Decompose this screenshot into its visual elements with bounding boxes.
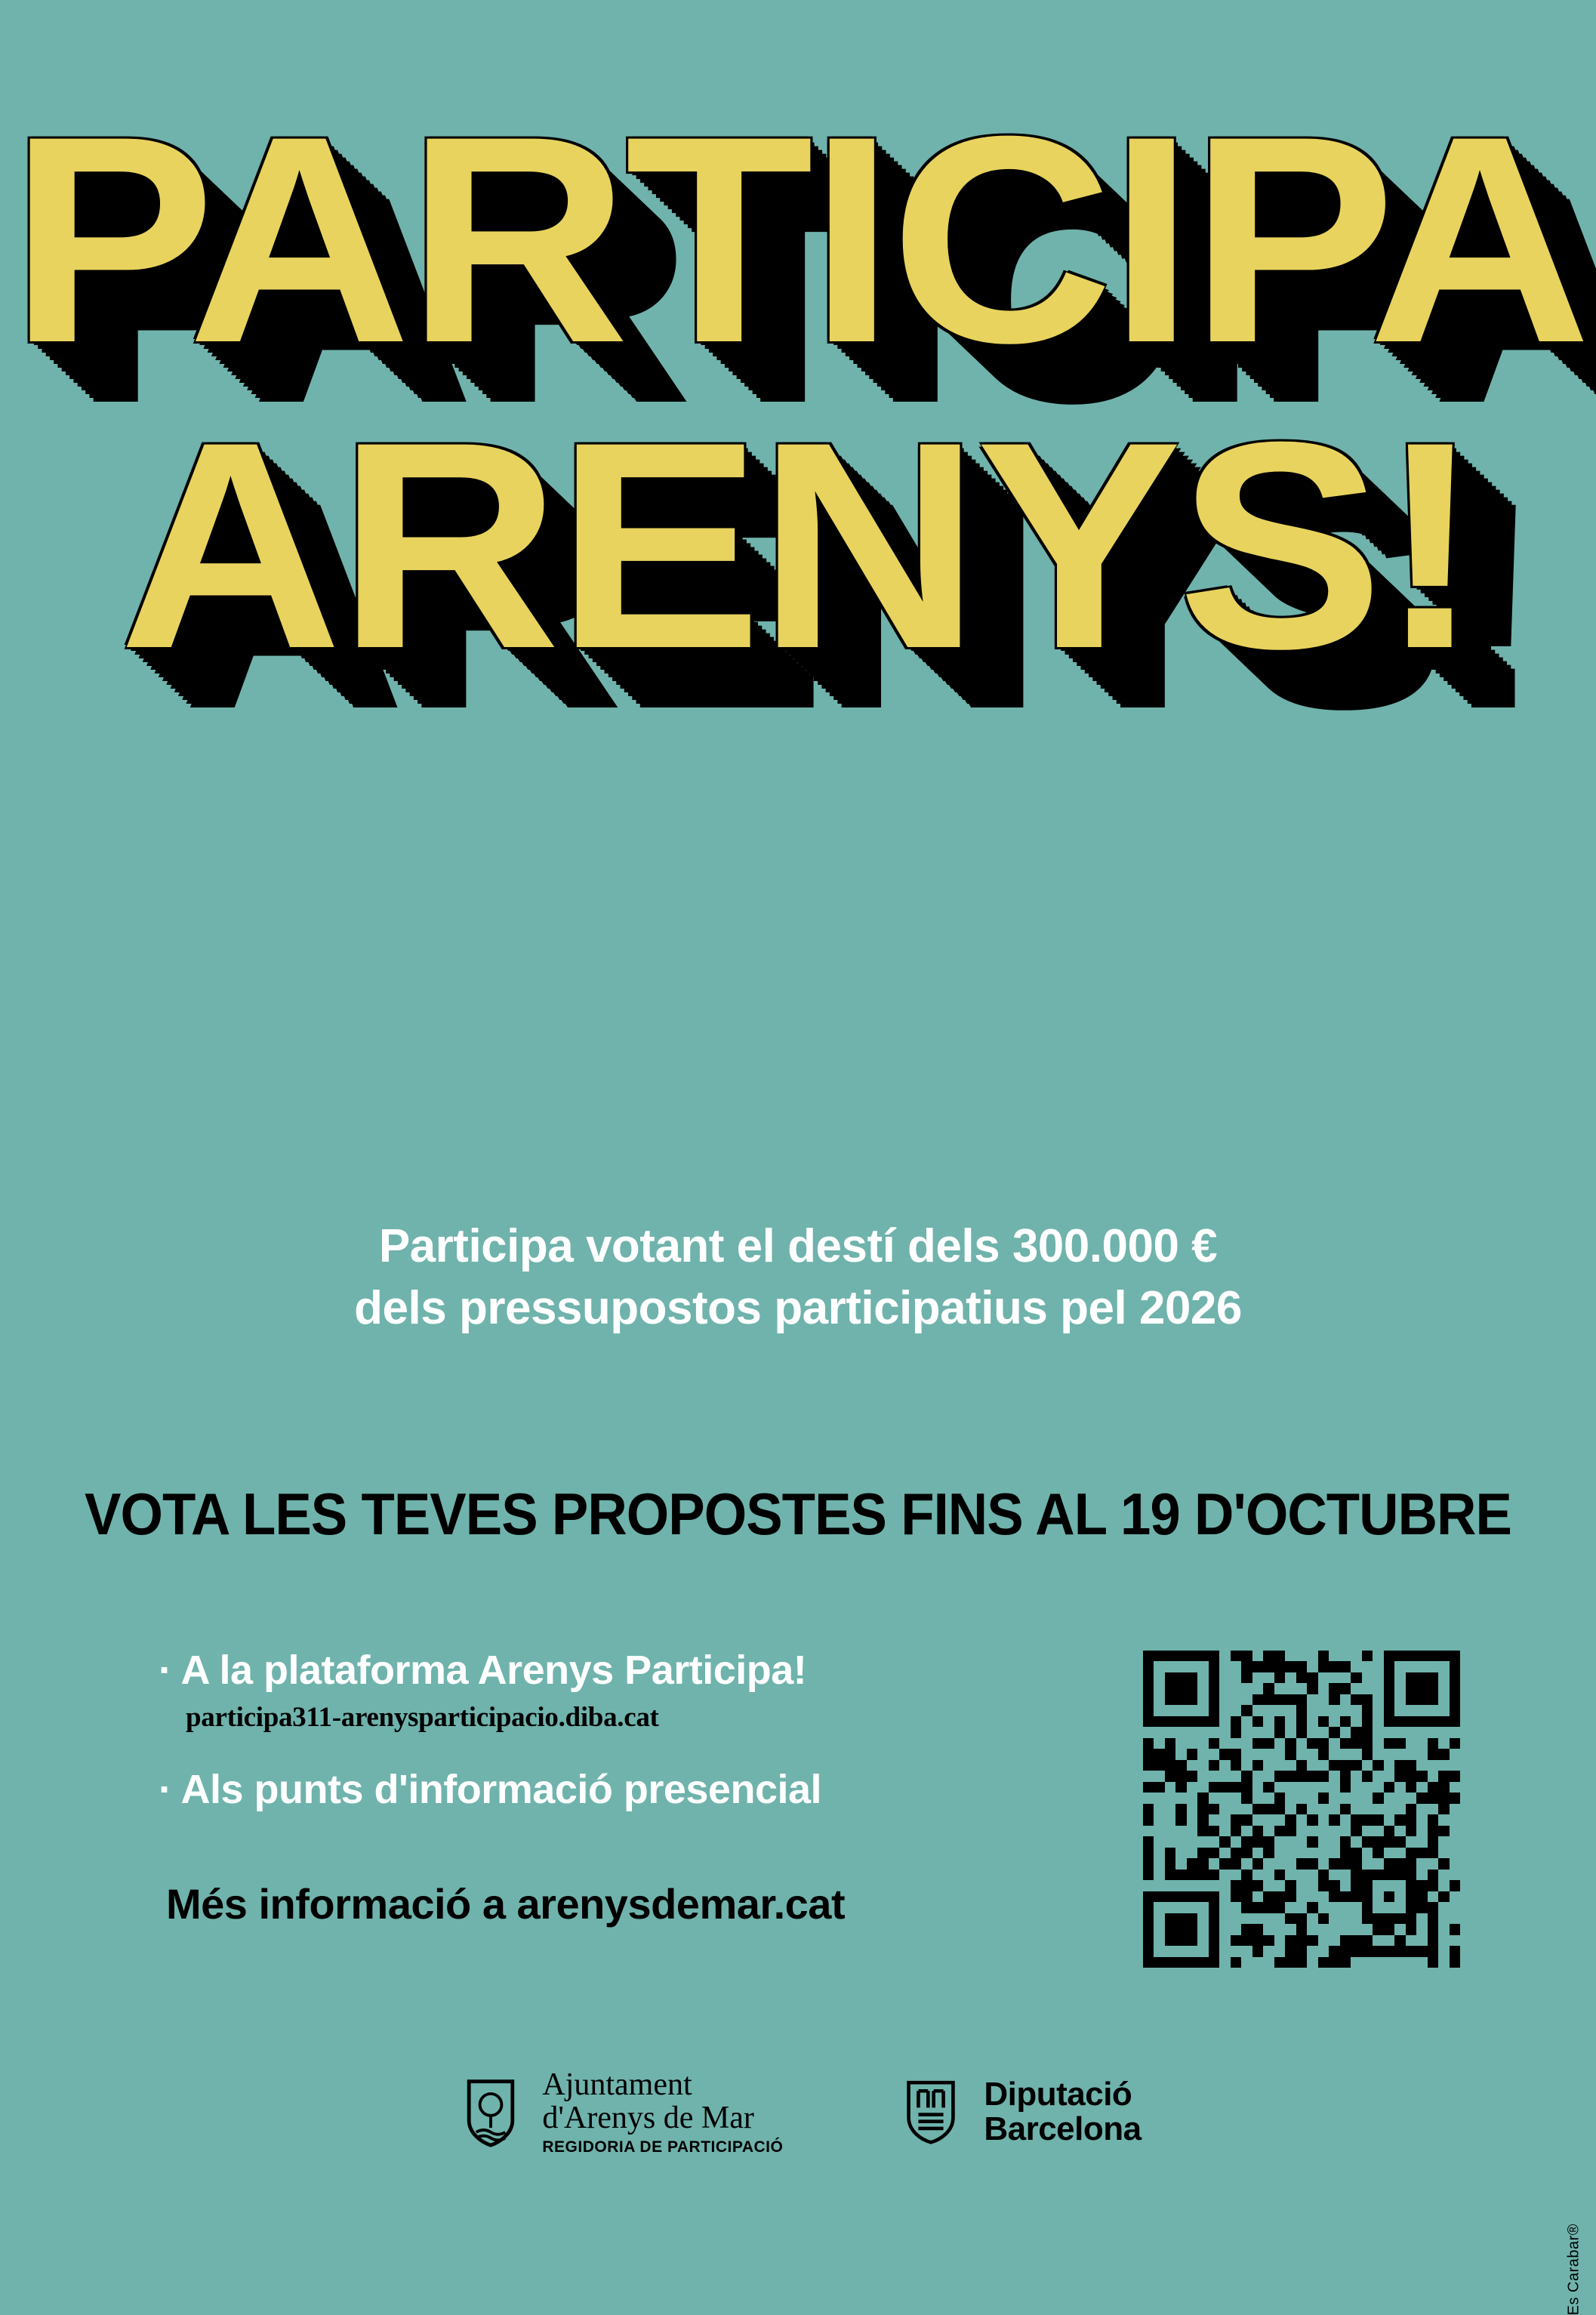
poster-headline xyxy=(0,75,1596,711)
qr-code[interactable] xyxy=(1143,1651,1460,1968)
logo-line-2: d'Arenys de Mar xyxy=(542,2100,754,2135)
subtitle-line-1: Participa votant el destí dels 300.000 € xyxy=(378,1220,1218,1272)
list-item xyxy=(159,1646,845,1695)
logo-text-ajuntament xyxy=(542,2068,783,2156)
logo-line-1: Diputació xyxy=(984,2075,1132,2113)
logo-diputacio-barcelona xyxy=(896,2076,1141,2148)
channel-label-platform: A la plataforma Arenys Participa! xyxy=(180,1648,807,1693)
platform-url[interactable]: participa311-arenysparticipacio.diba.cat xyxy=(186,1701,659,1733)
headline-line-2: ARENYS! xyxy=(119,381,1477,711)
more-info-line[interactable]: Més informació a arenysdemar.cat xyxy=(166,1879,846,1928)
logo-line-2: Barcelona xyxy=(984,2110,1142,2147)
logo-line-1: Ajuntament xyxy=(542,2067,692,2102)
logo-ajuntament-arenys-de-mar xyxy=(454,2068,783,2156)
voting-deadline: VOTA LES TEVES PROPOSTES FINS AL 19 D'OCTUBRE xyxy=(85,1481,1511,1547)
bullet-dot-icon: · xyxy=(159,1766,172,1812)
subtitle-line-2: dels pressupostos participatius pel 2026 xyxy=(354,1281,1242,1334)
qr-code-matrix xyxy=(1143,1651,1460,1968)
poster-subtitle xyxy=(0,1216,1596,1339)
info-area xyxy=(159,1646,1460,1968)
bullet-dot-icon: · xyxy=(159,1648,172,1693)
logo-line-3: REGIDORIA DE PARTICIPACIÓ xyxy=(542,2138,784,2156)
designer-credit: Es Carabar® xyxy=(1565,2224,1582,2315)
list-item xyxy=(159,1765,845,1814)
arenys-coat-of-arms-icon xyxy=(454,2076,527,2148)
logo-text-diputacio xyxy=(984,2077,1141,2147)
diputacio-shield-icon xyxy=(896,2076,969,2148)
footer-logos xyxy=(0,2068,1596,2156)
channel-list xyxy=(159,1646,845,1928)
channel-label-presencial: Als punts d'informació presencial xyxy=(180,1766,822,1812)
headline-line-1: PARTICIPA xyxy=(9,75,1587,404)
